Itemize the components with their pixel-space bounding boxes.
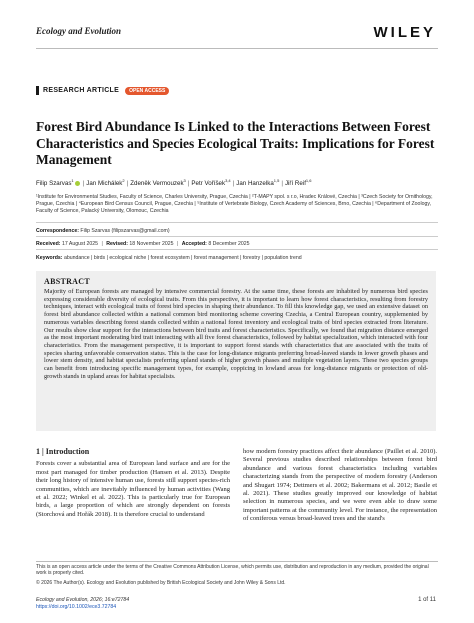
author-separator: | — [126, 180, 129, 188]
keywords — [36, 255, 441, 261]
received-label: Received: — [36, 241, 61, 247]
author-separator: | — [281, 180, 283, 188]
author-name[interactable]: Filip Szarvas — [36, 180, 72, 188]
abstract-text: Majority of European forests are managed by intensive commercial forestry. At the same time, these forests are inhabited by numerous bird species expressing considerable diversity of ecological traits. From this perspective, it is important to learn how forest characteristics, resulting from forestry techniques, interact with ecological traits of forest bird species in shaping their abundance. To fill this knowledge gap, we used an extensive dataset on forest bird abundance collected within a national common bird monitoring scheme covering Czechia, a Central European country, supplemented by numerous variables describing forest stands collected within a national forest inventory and ecological traits of bird species extracted from literature. Our results show clear support for the interactions between bird traits and forest characteristics. Specifically, we found that migration distance emerged as the most important moderating bird trait interacting with all five forest characteristics, followed by habitat specialization, which interacted with four characteristics. From the management perspective, it is important to support forest stands with characteristics that are associated with the traits of species sharing unfavorable conservation status. This is the case for long-distance migrants preferring broad-leaved stands in lower growth phases and lower stem density, and habitat specialists preferring upland stands of higher growth phases and multiple vegetation layers. These two species groups can benefit from introducing specific management types, for example, coppicing in lowland areas for long-distance migrants or protection of old-growth stands in upland areas for habitat specialists. — [44, 288, 428, 380]
article-type-row — [36, 86, 169, 95]
publisher-logo: WILEY — [373, 24, 436, 41]
revised-label: Revised: — [106, 241, 128, 247]
intro-right-column — [243, 448, 437, 524]
abstract-box — [36, 271, 436, 431]
revised-date: 18 November 2025 — [129, 241, 174, 247]
abstract-heading: ABSTRACT — [44, 277, 90, 286]
section-bar-icon — [36, 86, 39, 95]
correspondence-divider — [36, 236, 438, 237]
affiliations-divider — [36, 222, 438, 223]
accepted-date: 8 December 2025 — [208, 241, 250, 247]
author-separator: | — [187, 180, 190, 188]
author-affiliation-marker: 3,4 — [225, 178, 231, 183]
open-access-badge: OPEN ACCESS — [125, 87, 169, 95]
author-name[interactable]: Jan Michálek — [86, 180, 123, 188]
correspondence-label: Correspondence: — [36, 228, 79, 234]
author-affiliation-marker: 3 — [183, 178, 186, 183]
page-number: 1 of 11 — [418, 597, 436, 603]
correspondence-value[interactable]: Filip Szarvas (filipszarvas@gmail.com) — [80, 228, 170, 234]
author-affiliation-marker: 1,5 — [273, 178, 280, 183]
keywords-label: Keywords: — [36, 255, 63, 261]
correspondence — [36, 228, 441, 234]
section-heading-introduction: 1 | Introduction — [36, 447, 90, 456]
received-date: 17 August 2025 — [61, 241, 99, 247]
author-name[interactable]: Jan Hanzelka — [236, 180, 274, 188]
author-name[interactable]: Jiří Reif — [284, 180, 306, 188]
author-separator: | — [232, 180, 235, 188]
article-dates: Received: 17 August 2025 | Revised: 18 November 2025 | Accepted: 8 December 2025 — [36, 241, 250, 247]
author-list — [36, 178, 446, 187]
author-affiliation-marker: 1 — [71, 178, 74, 183]
copyright-note: © 2026 The Author(s). Ecology and Evolution published by British Ecological Society and John Wiley & Sons Ltd. — [36, 580, 286, 586]
author-name[interactable]: Zdeněk Vermouzek — [130, 180, 184, 188]
dates-divider — [36, 249, 438, 250]
citation-journal: Ecology and Evolution, 2026; 16:e72784 — [36, 597, 130, 603]
author-separator: | — [82, 180, 85, 188]
journal-name: Ecology and Evolution — [36, 26, 122, 36]
article-title: Forest Bird Abundance Is Linked to the Interactions Between Forest Characteristics and Species Ecological Traits: Implications for Forest Management — [36, 119, 435, 167]
intro-right-text: how modern forestry practices affect their abundance (Paillet et al. 2010). Several previous studies described relationships between forest bird abundance and various forest characteristics including variables characterizing stands from the perspective of modern forestry (Anderson and Shugart 1974; Dettmers et al. 2002; Bakermans et al. 2012; Basile et al. 2021). These studies greatly improved our knowledge of habitat selection in numerous species, and we were even able to draw some important patterns at the community level. For instance, the representation of coniferous versus broad-leaved trees and the stand's — [243, 448, 437, 523]
author-affiliation-marker: 2 — [122, 178, 125, 183]
orcid-icon[interactable] — [75, 181, 80, 186]
accepted-label: Accepted: — [181, 241, 207, 247]
affiliations: ¹Institute for Environmental Studies, Faculty of Science, Charles University, Prague, Czechia | ²T-MAPY spol. s r.o, Hradec Králové, Czechia | ³Czech Society for Ornithology, Prague, Czechia | ⁴European Bird Census Council, Prague, Czechia | ⁵Institute of Vertebrate Biology, Czech Academy of Sciences, Brno, Czechia | ⁶Department of Zoology, Faculty of Science, Palacký University, Olomouc, Czechia — [36, 194, 433, 214]
header-divider — [36, 48, 438, 49]
author-affiliation-marker: 1,6 — [305, 178, 312, 183]
article-type-label: RESEARCH ARTICLE — [43, 87, 120, 94]
keywords-value: abundance | birds | ecological niche | forest ecosystem | forest management | forestry | population trend — [63, 255, 302, 261]
footer-divider — [36, 561, 438, 562]
license-note: This is an open access article under the terms of the Creative Commons Attribution License, which permits use, distribution and reproduction in any medium, provided the original work is properly cited. — [36, 564, 429, 577]
intro-left-column — [36, 448, 230, 519]
intro-left-text: Forests cover a substantial area of European land surface and are for the most part managed for timber production (Hansen et al. 2013). Despite their long history of intensive human use, forests still support species-rich communities, which are inevitably influenced by human activities (Wang et al. 2022; Winkel et al. 2022). This is particularly true for European birds, a large proportion of which are strongly dependent on forests (Storchová and Hořák 2018). It is therefore crucial to understand — [36, 460, 230, 518]
citation-block — [36, 597, 129, 610]
author-name[interactable]: Petr Voříšek — [191, 180, 226, 188]
doi-link[interactable]: https://doi.org/10.1002/ece3.72784 — [36, 603, 117, 610]
